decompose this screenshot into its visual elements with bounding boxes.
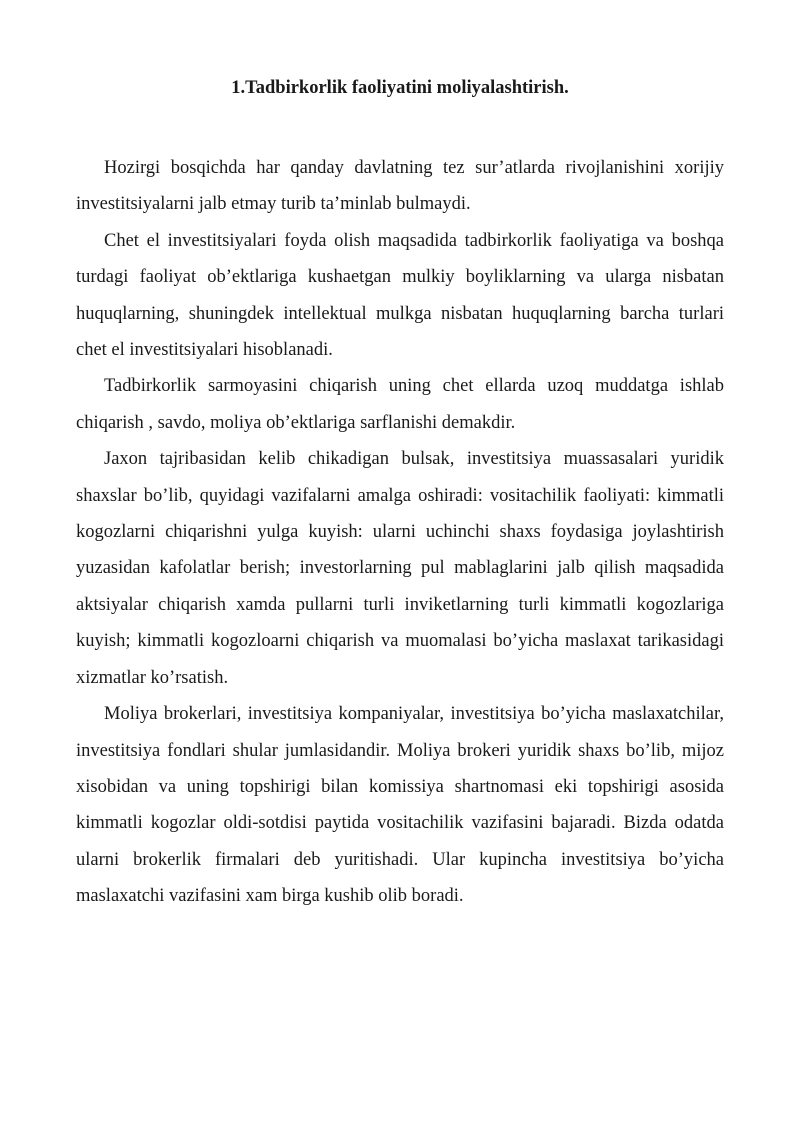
paragraph: Tadbirkorlik sarmoyasini chiqarish uning chet ellarda uzoq muddatga ishlab chiqarish , savdo, moliya ob’ektlariga sarflanishi demakdir. [76,376,724,433]
paragraph: Chet el investitsiyalari foyda olish maqsadida tadbirkorlik faoliyatiga va boshqa turdagi faoliyat ob’ektlariga kushaetgan mulkiy boyliklarning va ularga nisbatan huquqlarning, shuningdek intellektual mulkga nisbatan huquqlarning barcha turlari chet el investitsiyalari hisoblanadi. [76,230,724,361]
document-body [76,150,724,915]
paragraph: Jaxon tajribasidan kelib chikadigan bulsak, investitsiya muassasalari yuridik shaxslar bo’lib, quyidagi vazifalarni amalga oshiradi: vositachilik faoliyati: kimmatli kogozlarni chiqarishni yulga kuyish: ularni uchinchi shaxs foydasiga joylashtirish yuzasidan kafolatlar berish; investorlarning pul mablaglarini jalb qilish maqsadida aktsiyalar chiqarish xamda pullarni turli inviketlarning turli kimmatli kogozlariga kuyish; kimmatli kogozloarni chiqarish va muomalasi bo’yicha maslaxat tarikasidagi xizmatlar ko’rsatish. [76,449,724,688]
document-title: 1.Tadbirkorlik faoliyatini moliyalashtirish. [231,78,569,98]
paragraph: Moliya brokerlari, investitsiya kompaniyalar, investitsiya bo’yicha maslaxatchilar, investitsiya fondlari shular jumlasidandir. Moliya brokeri yuridik shaxs bo’lib, mijoz xisobidan va uning topshirigi bilan komissiya shartnomasi eki topshirigi asosida kimmatli kogozlar oldi-sotdisi paytida vositachilik vazifasini bajaradi. Bizda odatda ularni brokerlik firmalari deb yuritishadi. Ular kupincha investitsiya bo’yicha maslaxatchi vazifasini xam birga kushib olib boradi. [76,704,724,907]
paragraph: Hozirgi bosqichda har qanday davlatning tez sur’atlarda rivojlanishini xorijiy investitsiyalarni jalb etmay turib ta’minlab bulmaydi. [76,158,724,215]
